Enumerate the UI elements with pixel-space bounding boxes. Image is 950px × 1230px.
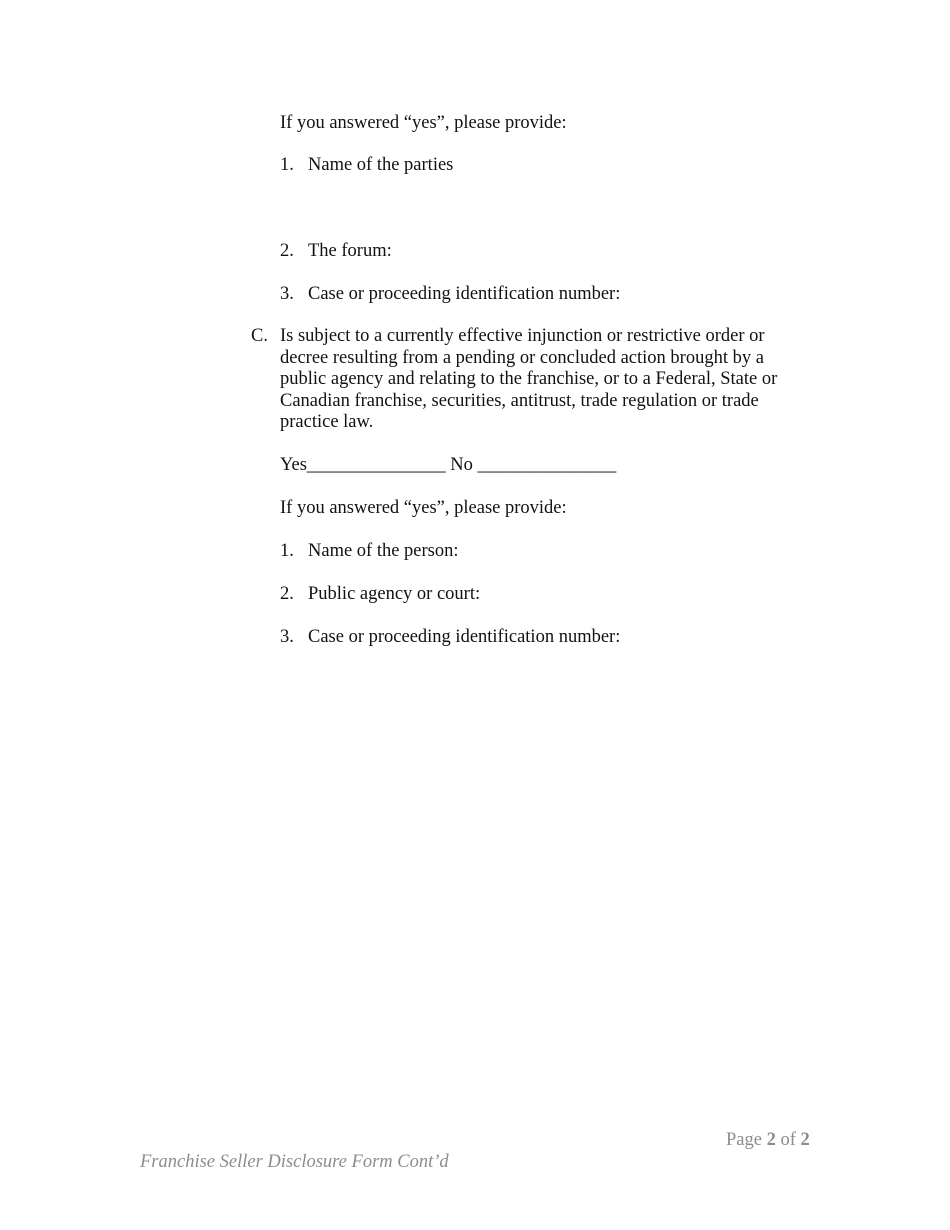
item-number: 3. [280, 284, 294, 304]
yes-no-answer-blanks[interactable]: Yes_______________ No _______________ [280, 455, 617, 475]
page-current: 2 [766, 1130, 776, 1150]
section-c-line: practice law. [280, 412, 374, 432]
item-label: Case or proceeding identification number: [308, 284, 621, 304]
item-number: 2. [280, 241, 294, 261]
section-c-line: Is subject to a currently effective injunction or restrictive order or [280, 326, 765, 346]
page-number [726, 1130, 810, 1151]
item-number: 2. [280, 584, 294, 604]
page-total: 2 [800, 1130, 810, 1150]
item-label: Name of the parties [308, 155, 454, 175]
page-word: Page [726, 1130, 762, 1150]
section-c-line: public agency and relating to the franchise, or to a Federal, State or [280, 369, 778, 389]
section-c-marker: C. [251, 326, 268, 346]
page-of: of [780, 1130, 796, 1150]
section-c-line: Canadian franchise, securities, antitrust, trade regulation or trade [280, 390, 759, 411]
section-c-intro: If you answered “yes”, please provide: [280, 498, 567, 518]
item-number: 3. [280, 627, 294, 647]
item-label: Public agency or court: [308, 584, 481, 604]
section-c-line: decree resulting from a pending or concluded action brought by a [280, 347, 764, 368]
section-c-question [280, 326, 800, 434]
item-number: 1. [280, 541, 294, 561]
item-number: 1. [280, 155, 294, 175]
section-b-intro: If you answered “yes”, please provide: [280, 113, 567, 133]
item-label: Case or proceeding identification number: [308, 627, 621, 647]
item-label: Name of the person: [308, 541, 459, 561]
footer-form-title: Franchise Seller Disclosure Form Cont’d [140, 1152, 449, 1172]
item-label: The forum: [308, 241, 392, 261]
